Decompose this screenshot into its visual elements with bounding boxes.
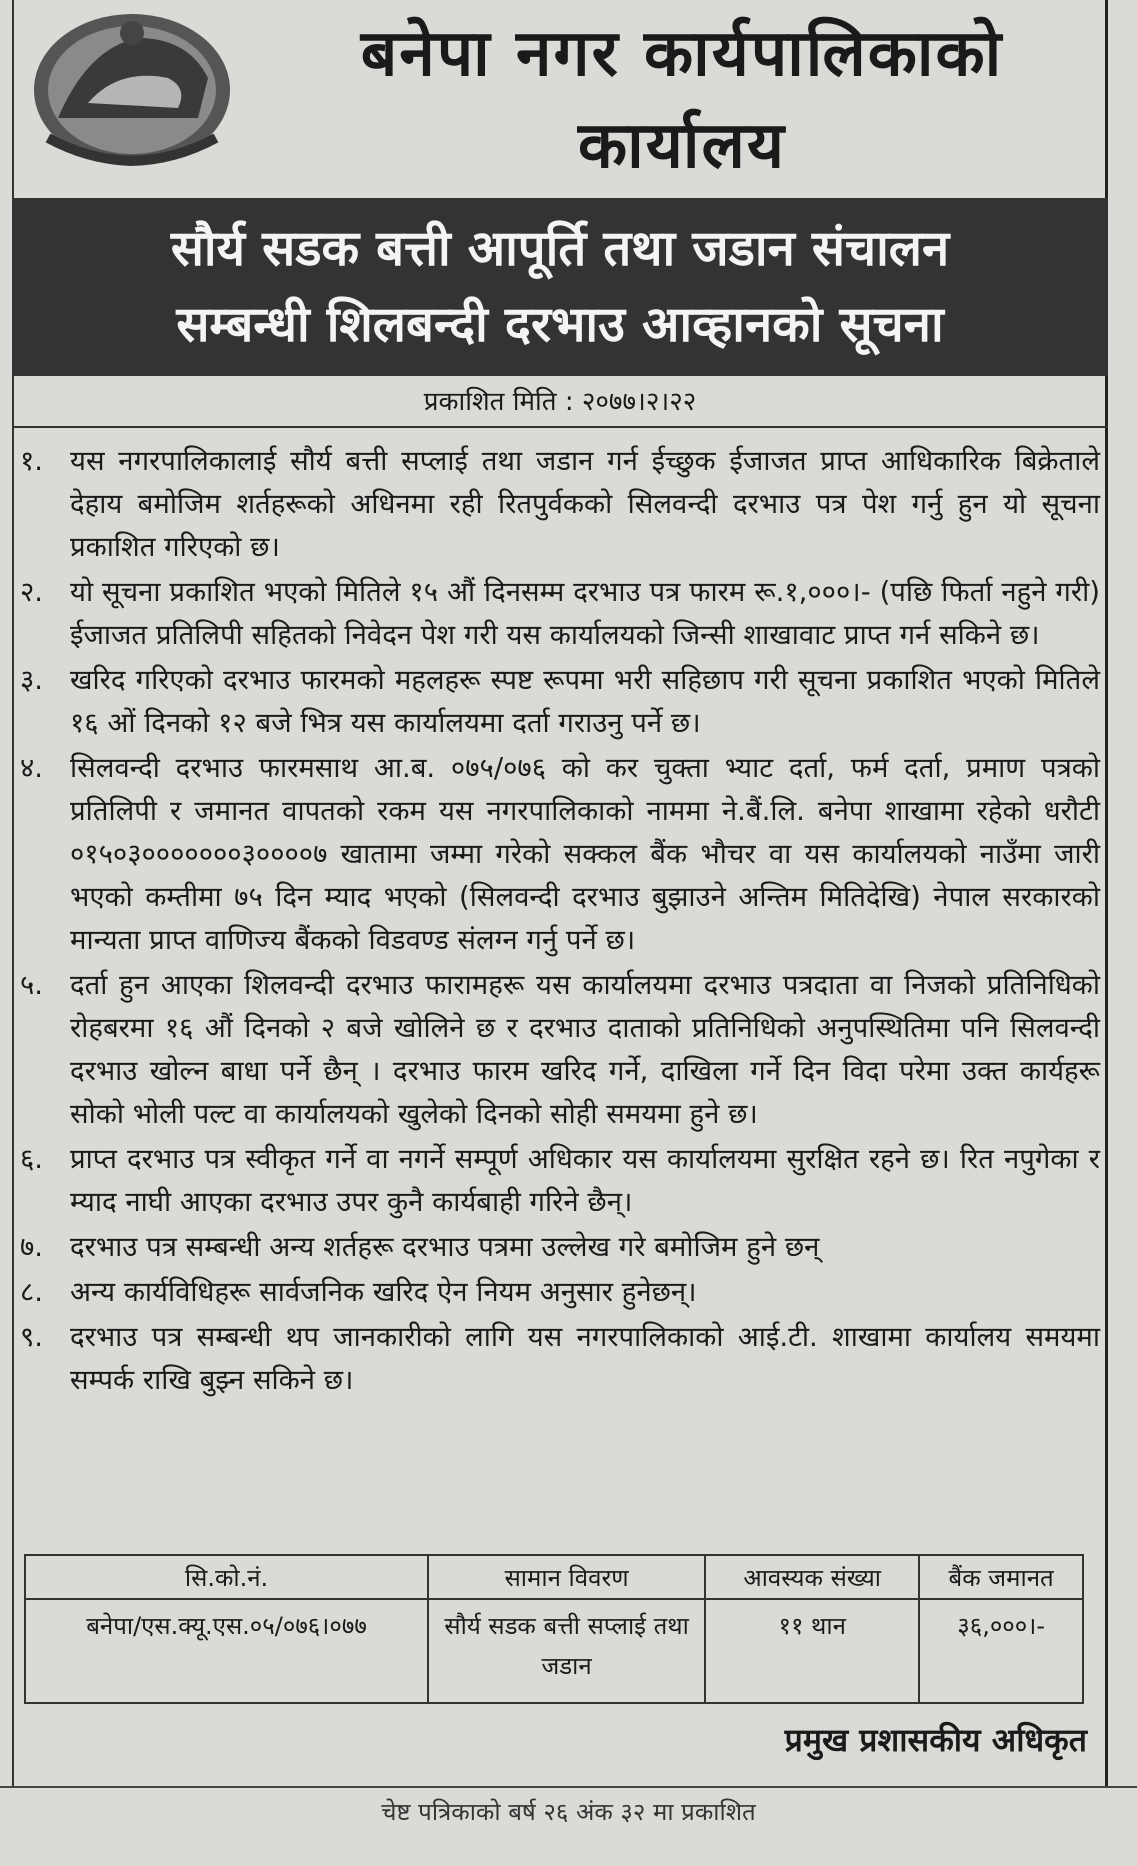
office-title <box>262 8 1102 192</box>
point-number: ९. <box>20 1321 44 1353</box>
point-number: २. <box>20 576 44 608</box>
header <box>12 0 1108 195</box>
notice-point <box>20 1271 1100 1314</box>
notice-point <box>20 571 1100 657</box>
government-emblem-icon <box>28 8 236 173</box>
cell-quantity: ११ थान <box>705 1599 919 1703</box>
col-header-code: सि.को.नं. <box>25 1555 428 1599</box>
point-text: दरभाउ पत्र सम्बन्धी थप जानकारीको लागि यस नगरपालिकाको आई.टी. शाखामा कार्यालय समयमा सम्पर्क राखि बुझ्न सकिने छ। <box>70 1321 1100 1396</box>
signatory-title: प्रमुख प्रशासकीय अधिकृत <box>784 1721 1087 1759</box>
items-table <box>24 1554 1084 1704</box>
notice-point <box>20 659 1100 745</box>
table-header-row <box>25 1555 1083 1599</box>
point-text: दर्ता हुन आएका शिलवन्दी दरभाउ फारामहरू यस कार्यालयमा दरभाउ पत्रदाता वा निजको प्रतिनिधिको रोहबरमा १६ औं दिनको २ बजे खोलिने छ र दरभाउ दाताको प्रतिनिधिको अनुपस्थितिमा पनि सिलवन्दी दरभाउ खोल्न बाधा पर्ने छैन् । दरभाउ फारम खरिद गर्ने, दाखिला गर्ने दिन विदा परेमा उक्त कार्यहरू सोको भोली पल्ट वा कार्यालयको खुलेको दिनको सोही समयमा हुने छ। <box>70 969 1100 1130</box>
point-text: खरिद गरिएको दरभाउ फारमको महलहरू स्पष्ट रूपमा भरी सहिछाप गरी सूचना प्रकाशित भएको मितिले १६ ओं दिनको १२ बजे भित्र यस कार्यालयमा दर्ता गराउनु पर्ने छ। <box>70 664 1100 739</box>
cell-bank-guarantee: ३६,०००।- <box>919 1599 1083 1703</box>
publication-date: प्रकाशित मिति : २०७७।२।२२ <box>12 376 1108 428</box>
notice-point <box>20 1316 1100 1402</box>
point-text: अन्य कार्यविधिहरू सार्वजनिक खरिद ऐन नियम अनुसार हुनेछन्। <box>70 1276 697 1308</box>
col-header-quantity: आवस्यक संख्या <box>705 1555 919 1599</box>
col-header-description: सामान विवरण <box>428 1555 705 1599</box>
table-row <box>25 1599 1083 1703</box>
banner-line1: सौर्य सडक बत्ती आपूर्ति तथा जडान संचालन <box>170 220 950 277</box>
point-text: प्राप्त दरभाउ पत्र स्वीकृत गर्ने वा नगर्ने सम्पूर्ण अधिकार यस कार्यालयमा सुरक्षित रहने छ। रित नपुगेका र म्याद नाघी आएका दरभाउ उपर कुनै कार्यबाही गरिने छैन्। <box>70 1143 1100 1218</box>
notice-point <box>20 440 1100 569</box>
banner-line2: सम्बन्धी शिलबन्दी दरभाउ आव्हानको सूचना <box>176 296 944 353</box>
cell-description: सौर्य सडक बत्ती सप्लाई तथा जडान <box>428 1599 705 1703</box>
point-text: यो सूचना प्रकाशित भएको मितिले १५ औं दिनसम्म दरभाउ पत्र फारम रू.१,०००।- (पछि फिर्ता नहुने गरी) ईजाजत प्रतिलिपी सहितको निवेदन पेश गरी यस कार्यालयको जिन्सी शाखावाट प्राप्त गर्न सकिने छ। <box>70 576 1100 651</box>
notice-point <box>20 747 1100 962</box>
footer-note: चेष्ट पत्रिकाको बर्ष २६ अंक ३२ मा प्रकाशित <box>0 1786 1137 1838</box>
notice-point <box>20 964 1100 1136</box>
office-title-line1: बनेपा नगर कार्यपालिकाको <box>360 17 1004 91</box>
notice-point <box>20 1226 1100 1269</box>
cell-code: बनेपा/एस.क्यू.एस.०५/०७६।०७७ <box>25 1599 428 1703</box>
point-text: सिलवन्दी दरभाउ फारमसाथ आ.ब. ०७५/०७६ को कर चुक्ता भ्याट दर्ता, फर्म दर्ता, प्रमाण पत्रको प्रतिलिपी र जमानत वापतको रकम यस नगरपालिकाको नाममा ने.बैं.लि. बनेपा शाखामा रहेको धरौटी ०१५०३०००००००३००००७ खातामा जम्मा गरेको सक्कल बैंक भौचर वा यस कार्यालयको नाउँमा जारी भएको कम्तीमा ७५ दिन म्याद भएको (सिलवन्दी दरभाउ बुझाउने अन्तिम मितिदेखि) नेपाल सरकारको मान्यता प्राप्त वाणिज्य बैंकको विडवण्ड संलग्न गर्नु पर्ने छ। <box>70 752 1100 956</box>
col-header-bank-guarantee: बैंक जमानत <box>919 1555 1083 1599</box>
office-title-line2: कार्यालय <box>578 109 786 183</box>
point-number: ३. <box>20 664 44 696</box>
point-number: ८. <box>20 1276 44 1308</box>
point-text: दरभाउ पत्र सम्बन्धी अन्य शर्तहरू दरभाउ पत्रमा उल्लेख गरे बमोजिम हुने छन् <box>70 1231 820 1263</box>
point-number: ४. <box>20 752 44 784</box>
notice-banner <box>12 198 1108 376</box>
point-number: ५. <box>20 969 44 1001</box>
point-number: १. <box>20 445 44 477</box>
notice-point <box>20 1138 1100 1224</box>
notice-points <box>20 440 1100 1402</box>
point-number: ७. <box>20 1231 44 1263</box>
point-text: यस नगरपालिकालाई सौर्य बत्ती सप्लाई तथा जडान गर्न ईच्छुक ईजाजत प्राप्त आधिकारिक बिक्रेताले देहाय बमोजिम शर्तहरूको अधिनमा रही रितपुर्वकको सिलवन्दी दरभाउ पत्र पेश गर्नु हुन यो सूचना प्रकाशित गरिएको छ। <box>70 445 1100 563</box>
point-number: ६. <box>20 1143 44 1175</box>
